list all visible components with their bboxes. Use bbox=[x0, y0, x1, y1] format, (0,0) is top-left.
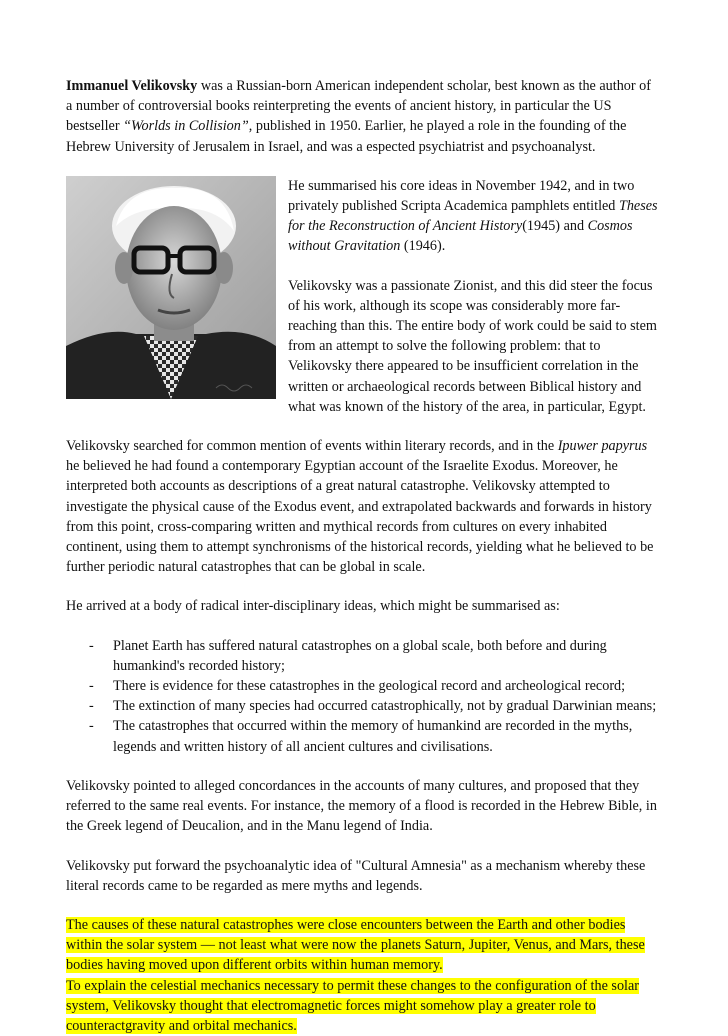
highlight-mechanics: To explain the celestial mechanics necessary to permit these changes to the configuration of the solar system, Velikovsky thought that electromagnetic forces might somehow play a greater role to counteractgravity and orbital mechanics. bbox=[66, 977, 639, 1034]
portrait-icon bbox=[66, 176, 276, 399]
ideas-list bbox=[66, 636, 660, 757]
portrait-photo bbox=[66, 176, 276, 399]
list-item: - There is evidence for these catastrophes in the geological record and archeological record; bbox=[89, 678, 626, 695]
list-item: - The extinction of many species had occurred catastrophically, not by gradual Darwinian means; bbox=[89, 698, 657, 715]
pamphlet-title-2: Cosmos without Gravitation bbox=[288, 218, 633, 255]
summary-intro: He arrived at a body of radical inter-disciplinary ideas, which might be summarised as: bbox=[66, 598, 560, 615]
document-body bbox=[66, 76, 660, 1036]
highlight-causes: The causes of these natural catastrophes were close encounters between the Earth and other bodies within the solar system — not least what were now the planets Saturn, Jupiter, Venus, and Mars, these bodies having moved upon different orbits within human memory. bbox=[66, 916, 645, 974]
highlighted-paragraph bbox=[66, 915, 660, 1036]
concordance-paragraph: Velikovsky pointed to alleged concordances in the accounts of many cultures, and proposed that they referred to the same real events. For instance, the memory of a flood is recorded in the Hebrew Bible, in the Greek legend of Deucalion, and in the Manu legend of India. bbox=[66, 777, 657, 835]
pamphlet-title-1: Theses for the Reconstruction of Ancient History bbox=[288, 198, 658, 235]
list-item: - The catastrophes that occurred within the memory of humankind are recorded in the myths, legends and written history of all ancient cultures and civilisations. bbox=[89, 718, 633, 755]
core-ideas-paragraph: He summarised his core ideas in November 1942, and in two privately published Scripta Academica pamphlets entitled Theses for the Reconstruction of Ancient History(1945) and Cosmos without Gravitation (1946). bbox=[288, 177, 658, 255]
amnesia-paragraph: Velikovsky put forward the psychoanalytic idea of "Cultural Amnesia" as a mechanism whereby these literal records came to be regarded as mere myths and legends. bbox=[66, 857, 646, 894]
subject-name: Immanuel Velikovsky bbox=[66, 78, 198, 94]
papyrus-title: Ipuwer papyrus bbox=[557, 438, 648, 455]
ipuwer-paragraph: Velikovsky searched for common mention of events within literary records, and in the Ipuwer papyrus he believed he had found a contemporary Egyptian account of the Israelite Exodus. Moreover, he interpreted both accounts as descriptions of a great natural catastrophe. Velikovsky attempted to investigate the physical cause of the Exodus event, and extrapolated backwards and forwards in history from this point, cross-comparing written and mythical records from cultures on every inhabited continent, using them to attempt synchronisms of the historical records, yielding what he believed to be further periodic natural catastrophes that can be global in scale. bbox=[66, 438, 654, 576]
zionist-paragraph: Velikovsky was a passionate Zionist, and this did steer the focus of his work, although its scope was considerably more far-reaching than this. The entire body of work could be said to stem from an attempt to solve the following problem: that to Velikovsky there appeared to be insufficient correlation in the written or archaeological records between Biblical history and what was known of the history of the area, in particular, Egypt. bbox=[288, 277, 657, 415]
intro-paragraph: Immanuel Velikovsky was a Russian-born American independent scholar, best known as the author of a number of controversial books reinterpreting the events of ancient history, in particular the US bestseller “Worlds in Collision”, published in 1950. Earlier, he played a role in the founding of the Hebrew University of Jerusalem in Israel, and was a espected psychiatrist and psychoanalyst. bbox=[66, 78, 651, 155]
book-title: “Worlds in Collision” bbox=[123, 118, 249, 135]
list-item: - Planet Earth has suffered natural catastrophes on a global scale, both before and during humankind's recorded history; bbox=[89, 637, 607, 674]
